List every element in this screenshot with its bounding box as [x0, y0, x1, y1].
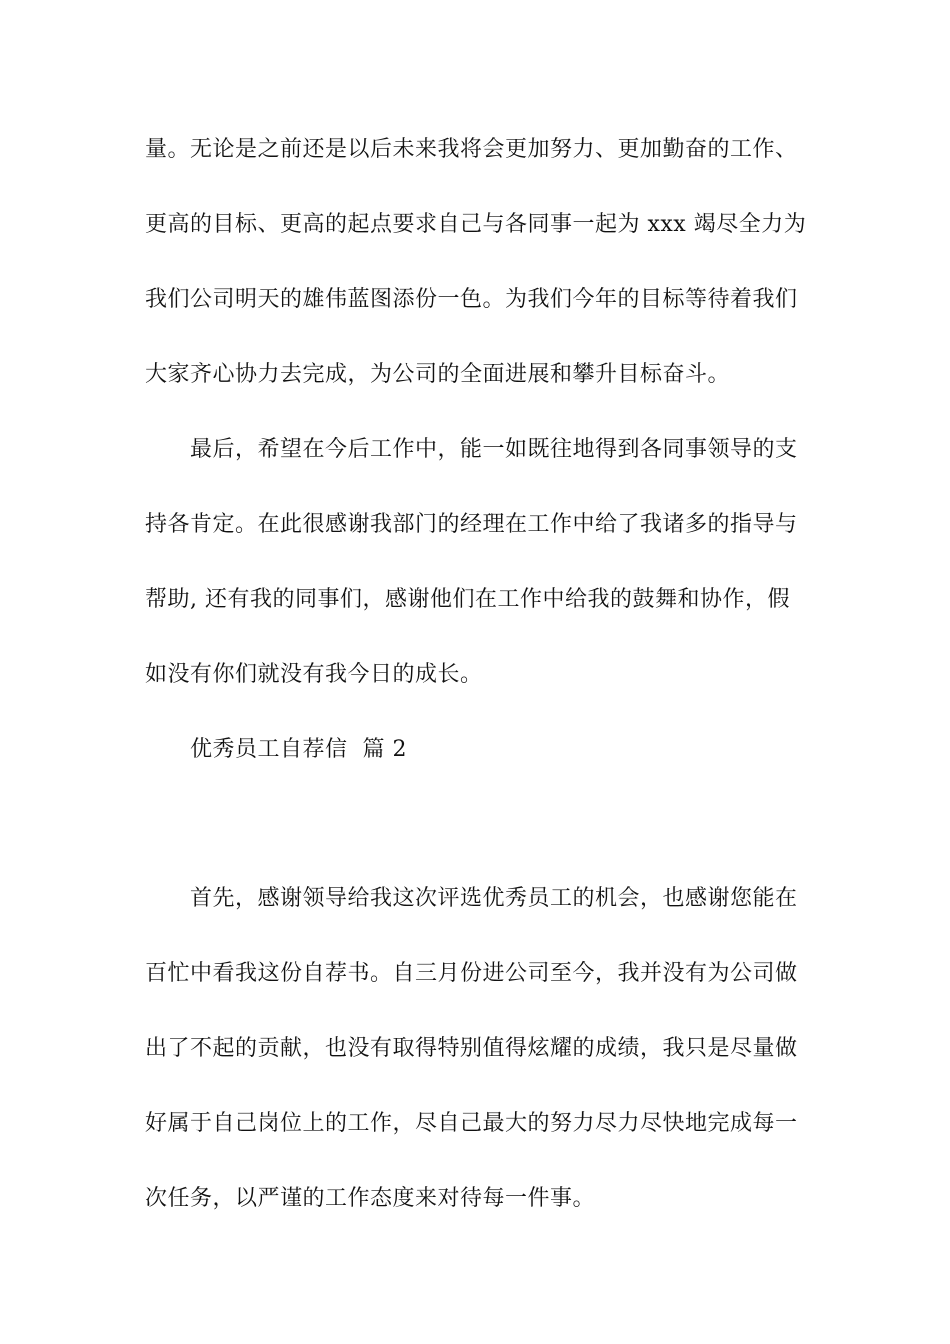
paragraph-line: 百忙中看我这份自荐书。自三月份进公司至今，我并没有为公司做	[145, 961, 798, 986]
paragraph-line: 如没有你们就没有我今日的成长。	[145, 662, 483, 687]
paragraph-line: 我们公司明天的雄伟蓝图添份一色。为我们今年的目标等待着我们	[145, 287, 798, 312]
paragraph-line: 帮助, 还有我的同事们，感谢他们在工作中给我的鼓舞和协作，假	[145, 587, 790, 612]
paragraph-line: 好属于自己岗位上的工作，尽自己最大的努力尽力尽快地完成每一	[145, 1111, 798, 1136]
paragraph-line: 大家齐心协力去完成，为公司的全面进展和攀升目标奋斗。	[145, 362, 731, 387]
paragraph-line: 首先，感谢领导给我这次评选优秀员工的机会，也感谢您能在	[190, 886, 798, 911]
paragraph-line: 出了不起的贡献，也没有取得特别值得炫耀的成绩，我只是尽量做	[145, 1036, 798, 1061]
paragraph-line: 量。无论是之前还是以后未来我将会更加努力、更加勤奋的工作、	[145, 137, 798, 162]
paragraph-line: 持各肯定。在此很感谢我部门的经理在工作中给了我诸多的指导与	[145, 512, 798, 537]
paragraph-line: 更高的目标、更高的起点要求自己与各同事一起为 xxx 竭尽全力为	[145, 212, 807, 237]
paragraph-line: 次任务，以严谨的工作态度来对待每一件事。	[145, 1186, 596, 1211]
paragraph-line: 最后，希望在今后工作中，能一如既往地得到各同事领导的支	[190, 437, 798, 462]
section-heading: 优秀员工自荐信 篇 2	[190, 737, 407, 762]
